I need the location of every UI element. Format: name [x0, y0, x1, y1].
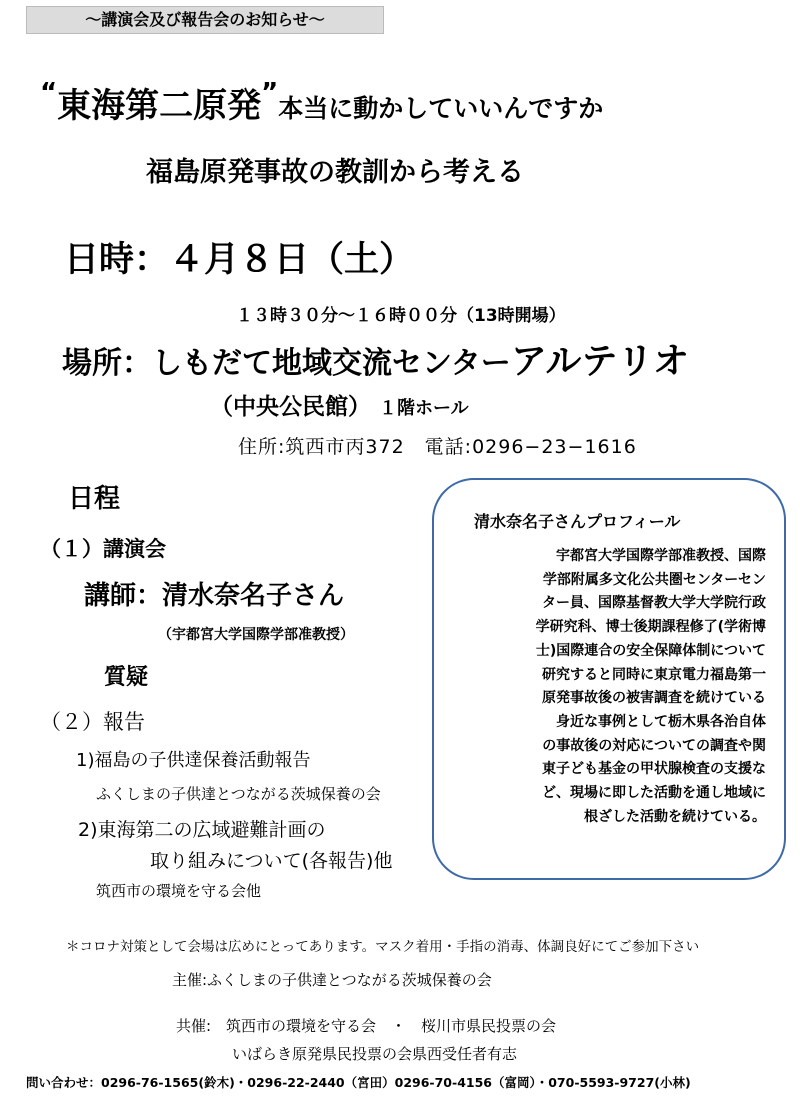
lecture-heading: （１）講演会: [40, 537, 166, 561]
main-title: [40, 78, 603, 127]
subtitle: 福島原発事故の教訓から考える: [146, 157, 524, 188]
lecturer-label: 講師：: [84, 581, 163, 611]
date-line: [64, 232, 414, 282]
report-item-1: 1)福島の子供達保養活動報告: [76, 750, 311, 771]
lecturer-title: （宇都宮大学国際学部准教授）: [158, 627, 354, 643]
profile-line: 宇都宮大学国際学部准教授、国際: [556, 548, 766, 564]
profile-line: 学研究科、博士後期課程修了(学術博: [535, 619, 766, 636]
profile-line: 根ざした活動を続けている。: [584, 808, 766, 825]
report-item-2-line-2: 取り組みについて(各報告)他: [150, 850, 393, 872]
report-item-2-line-1: 2)東海第二の広域避難計画の: [78, 819, 326, 841]
profile-line: 身近な事例として栃木県各治自体: [556, 713, 766, 730]
address-line: 住所:筑西市丙372 電話:0296−23−1616: [238, 436, 637, 458]
place-name: しもだて地域交流センター: [152, 346, 511, 381]
place-line: [62, 333, 689, 384]
place-name-big: アルテリオ: [510, 341, 690, 382]
title-close-quote: ”: [261, 78, 279, 108]
schedule-heading: 日程: [68, 484, 121, 514]
place-label: 場所：: [62, 346, 152, 381]
venue-sub: （中央公民館）: [210, 394, 371, 420]
title-open-quote: “: [40, 78, 58, 108]
profile-line: 原発事故後の被害調査を続けている: [542, 690, 766, 707]
profile-line: 研究すると同時に東京電力福島第一: [542, 666, 766, 683]
contact-info: 問い合わせ：0296-76-1565(鈴木)・0296-22-2440（宮田）0296-70-4156（富岡）・070-5593-9727(小林): [26, 1075, 691, 1090]
co-organizer-2: いばらき原発県民投票の会県西受任者有志: [232, 1045, 518, 1063]
venue-hall: １階ホール: [379, 398, 469, 419]
time-line: １３時３０分〜１６時００分（13時開場）: [236, 306, 566, 326]
profile-line: ど、現場に即した活動を通し地域に: [542, 785, 766, 802]
lecturer-line: [84, 575, 344, 612]
covid-note: ＊コロナ対策として会場は広めにとってあります。マスク着用・手指の消毒、体調良好にてご参加下さい: [66, 939, 700, 955]
organizer: 主催:ふくしまの子供達とつながる茨城保養の会: [172, 971, 492, 989]
profile-line: 学部附属多文化公共圏センターセン: [542, 571, 766, 588]
report-heading: （２）報告: [40, 710, 145, 734]
co-organizer: 共催: 筑西市の環境を守る会 ・ 桜川市県民投票の会: [176, 1017, 557, 1035]
profile-line: の事故後の対応についての調査や関: [542, 737, 766, 754]
title-plant-name: 東海第二原発: [57, 86, 262, 126]
title-question: 本当に動かしていいんですか: [278, 94, 604, 123]
date-value: ４月８日（土）: [169, 240, 415, 280]
venue-line: [210, 388, 469, 421]
lecturer-name: 清水奈名子さん: [162, 581, 345, 611]
profile-line: 士)国際連合の安全保障体制について: [535, 642, 766, 659]
profile-line: 東子ども基金の甲状腺検査の支援な: [542, 761, 766, 778]
profile-title: 清水奈名子さんプロフィール: [474, 512, 681, 531]
report-item-2-org: 筑西市の環境を守る会他: [96, 882, 262, 900]
date-label: 日時：: [64, 240, 170, 280]
header-tag: 〜講演会及び報告会のお知らせ〜: [26, 6, 384, 34]
qa-label: 質疑: [104, 665, 149, 690]
report-item-1-org: ふくしまの子供達とつながる茨城保養の会: [96, 785, 381, 803]
profile-body: [440, 545, 780, 829]
profile-line: ター員、国際基督教大学大学院行政: [542, 595, 766, 612]
